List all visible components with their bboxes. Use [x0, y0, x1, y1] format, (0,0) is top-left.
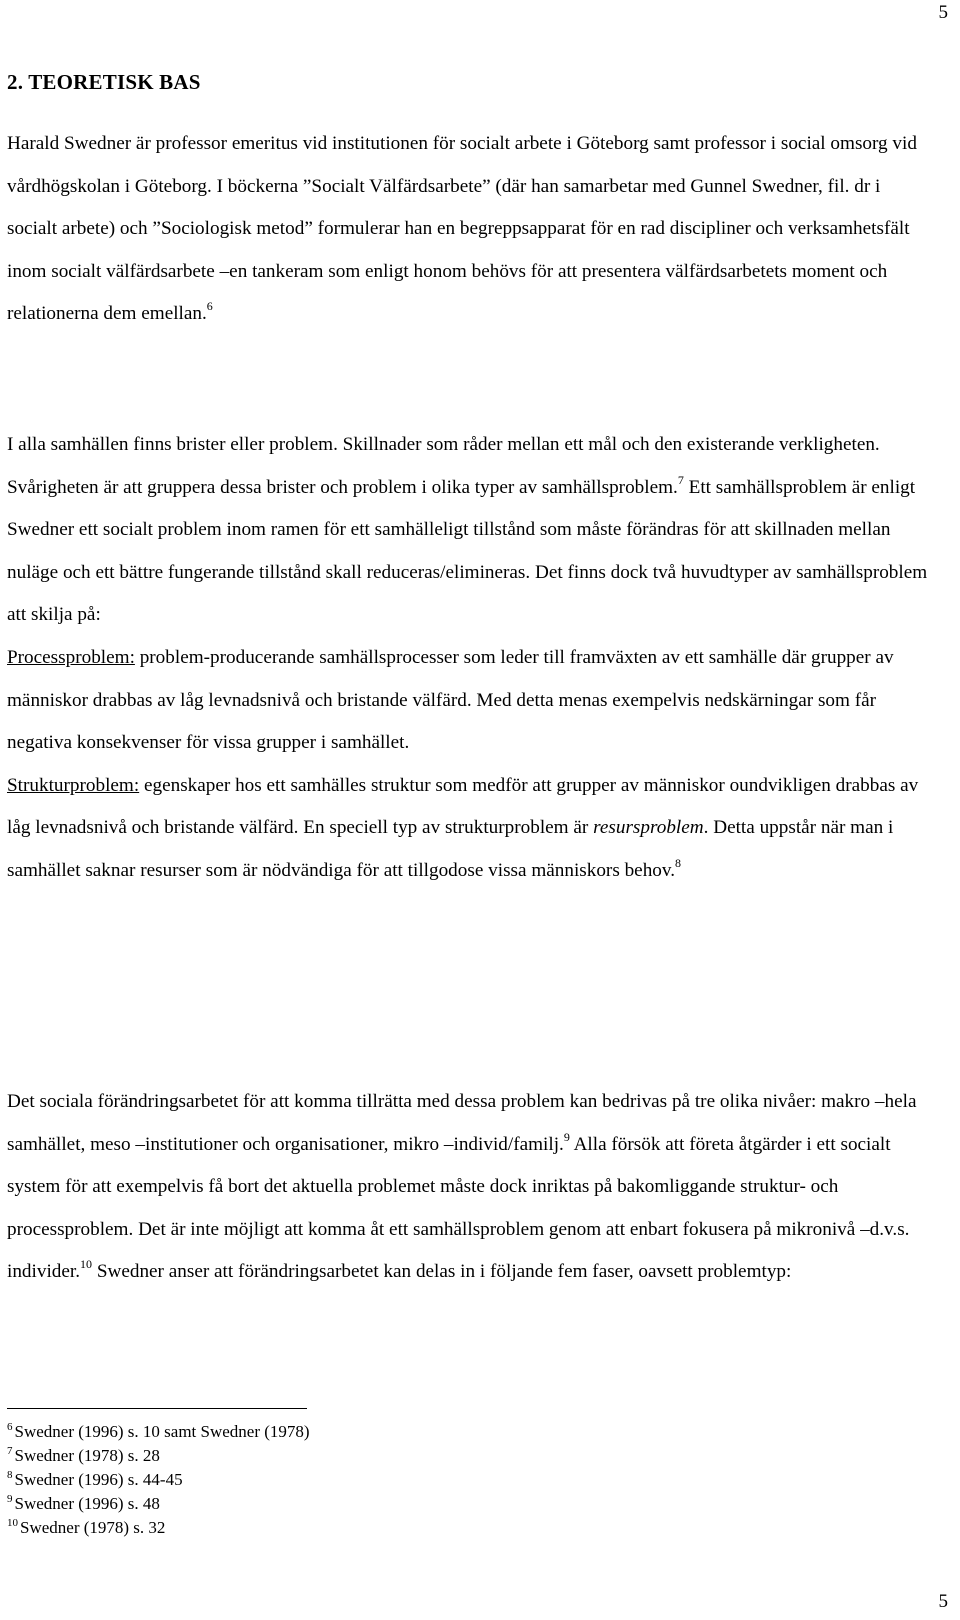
paragraph-problems-part-1: I alla samhällen finns brister eller problem. Skillnader som råder mellan ett mål och den existerande verkligheten. Svårigheten är att gruppera dessa brister och problem i olika typer av samhällsproblem.	[7, 434, 880, 498]
footnote-item	[7, 1444, 310, 1468]
footnote-text: Swedner (1978) s. 32	[20, 1518, 166, 1537]
term-resursproblem: resursproblem	[593, 817, 704, 839]
term-strukturproblem: Strukturproblem:	[7, 774, 140, 796]
paragraph-change-work-part-1: Det sociala förändringsarbetet för att komma tillrätta med dessa problem kan bedrivas på tre olika nivåer: makro –hela samhället, meso –institutioner och organisationer, mikro –individ/familj.	[7, 1091, 917, 1155]
footnote-divider	[7, 1408, 307, 1409]
paragraph-change-work-part-2: Alla försök att företa åtgärder i ett socialt system för att exempelvis få bort det aktuella problemet måste dock inriktas på bakomliggande struktur- och processproblem. Det är inte möjligt att komma åt ett samhällsproblem genom att enbart fokusera på mikronivå –d.v.s. individer.	[7, 1133, 910, 1283]
footnote-number: 7	[7, 1445, 13, 1457]
footnote-item	[7, 1516, 310, 1540]
section-heading: 2. TEORETISK BAS	[7, 70, 201, 94]
term-processproblem: Processproblem:	[7, 646, 135, 668]
paragraph-change-work-part-3: Swedner anser att förändringsarbetet kan delas in i följande fem faser, oavsett problemtyp:	[92, 1261, 792, 1283]
footnote-number: 8	[7, 1469, 13, 1481]
paragraph-problems	[7, 424, 932, 893]
paragraph-intro	[7, 123, 932, 336]
definition-strukturproblem-part-2: . Detta uppstår när man i samhället saknar resurser som är nödvändiga för att tillgodose vissa människors behov.	[7, 817, 894, 881]
footnote-number: 10	[7, 1517, 18, 1529]
footnote-ref-10: 10	[80, 1257, 93, 1272]
definition-processproblem: problem-producerande samhällsprocesser som leder till framväxten av ett samhälle där grupper av människor drabbas av låg levnadsnivå och bristande välfärd. Med detta menas exempelvis nedskärningar som får negativa konsekvenser för vissa grupper i samhället.	[7, 646, 894, 754]
footnote-ref-9: 9	[563, 1129, 570, 1144]
paragraph-intro-text: Harald Swedner är professor emeritus vid institutionen för socialt arbete i Göteborg samt professor i social omsorg vid vårdhögskolan i Göteborg. I böckerna ”Socialt Välfärdsarbete” (där han samarbetar med Gunnel Swedner, fil. dr i socialt arbete) och ”Sociologisk metod” formulerar han en begreppsapparat för en rad discipliner och verksamhetsfält inom socialt välfärdsarbete –en tankeram som enligt honom behövs för att presentera välfärdsarbetets moment och relationerna dem emellan.	[7, 133, 917, 325]
footnote-item	[7, 1420, 310, 1444]
footnote-text: Swedner (1996) s. 48	[14, 1494, 160, 1513]
footnote-list	[7, 1420, 310, 1540]
paragraph-problems-part-2: Ett samhällsproblem är enligt Swedner ett socialt problem inom ramen för ett samhälleligt tillstånd som måste förändras för att skillnaden mellan nuläge och ett bättre fungerande tillstånd skall reduceras/elimineras. Det finns dock två huvudtyper av samhällsproblem att skilja på:	[7, 476, 928, 626]
footnote-text: Swedner (1996) s. 10 samt Swedner (1978)	[14, 1422, 310, 1441]
footnote-ref-6: 6	[206, 299, 213, 314]
footnote-ref-7: 7	[677, 472, 684, 487]
footnote-number: 9	[7, 1493, 13, 1505]
footnote-number: 6	[7, 1421, 13, 1433]
page-number-top: 5	[938, 2, 948, 23]
page-number-bottom: 5	[938, 1591, 948, 1612]
footnote-text: Swedner (1996) s. 44-45	[14, 1470, 183, 1489]
paragraph-change-work	[7, 1081, 932, 1294]
definition-strukturproblem-part-1: egenskaper hos ett samhälles struktur som medför att grupper av människor oundvikligen drabbas av låg levnadsnivå och bristande välfärd. En speciell typ av strukturproblem är	[7, 774, 919, 839]
footnote-item	[7, 1492, 310, 1516]
footnote-ref-8: 8	[675, 855, 682, 870]
footnote-text: Swedner (1978) s. 28	[14, 1446, 160, 1465]
footnote-item	[7, 1468, 310, 1492]
